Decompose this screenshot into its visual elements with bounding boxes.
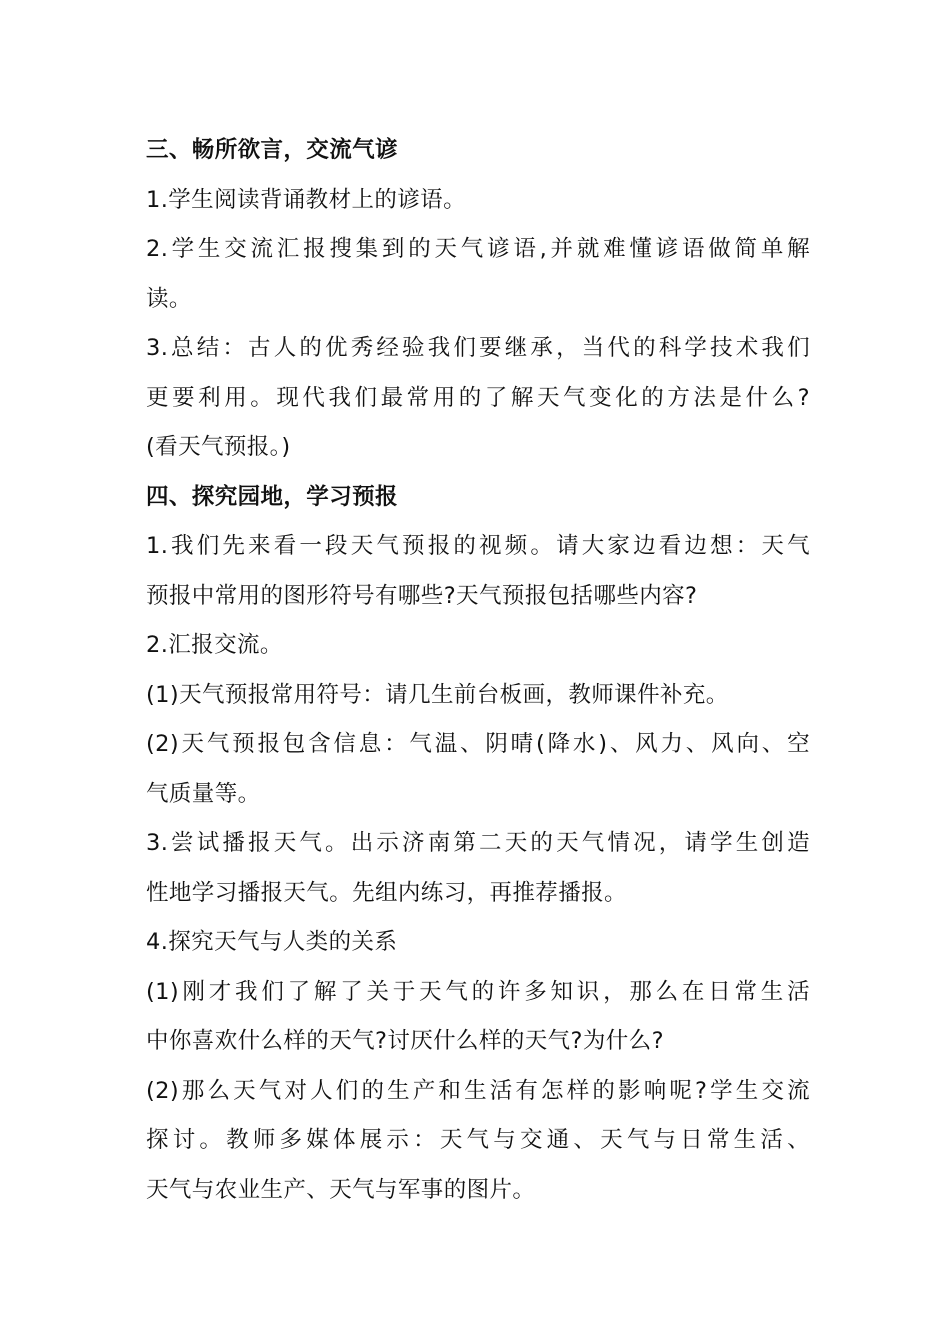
paragraph-line: 1.我们先来看一段天气预报的视频。请大家边看边想：天气	[146, 533, 810, 559]
section-heading-3: 三、畅所欲言，交流气谚	[146, 137, 398, 163]
paragraph-line: (1)刚才我们了解了关于天气的许多知识，那么在日常生活	[146, 978, 810, 1005]
paragraph-line: 气质量等。	[146, 780, 261, 807]
paragraph-line: 2.学生交流汇报搜集到的天气谚语,并就难懂谚语做简单解	[146, 236, 810, 262]
paragraph-line: 2.汇报交流。	[146, 632, 283, 658]
paragraph-line: 1.学生阅读背诵教材上的谚语。	[146, 186, 466, 213]
paragraph-line: 探讨。教师多媒体展示：天气与交通、天气与日常生活、	[146, 1127, 810, 1153]
paragraph-line: (看天气预报。)	[146, 434, 291, 460]
paragraph-line: (2)那么天气对人们的生产和生活有怎样的影响呢?学生交流	[146, 1077, 810, 1104]
section-heading-4: 四、探究园地，学习预报	[146, 483, 398, 510]
paragraph-line: 4.探究天气与人类的关系	[146, 929, 398, 955]
paragraph-line: 3.总结：古人的优秀经验我们要继承，当代的科学技术我们	[146, 335, 810, 361]
paragraph-line: 读。	[146, 285, 192, 312]
paragraph-line: 天气与农业生产、天气与军事的图片。	[146, 1176, 536, 1203]
paragraph-line: 中你喜欢什么样的天气?讨厌什么样的天气?为什么?	[146, 1028, 664, 1054]
document-body	[146, 126, 810, 1215]
paragraph-line: (2)天气预报包含信息：气温、阴晴(降水)、风力、风向、空	[146, 731, 810, 757]
paragraph-line: 性地学习播报天气。先组内练习，再推荐播报。	[146, 879, 627, 906]
paragraph-line: (1)天气预报常用符号：请几生前台板画，教师课件补充。	[146, 681, 729, 708]
paragraph-line: 更要利用。现代我们最常用的了解天气变化的方法是什么?	[146, 384, 810, 411]
paragraph-line: 预报中常用的图形符号有哪些?天气预报包括哪些内容?	[146, 582, 698, 609]
paragraph-line: 3.尝试播报天气。出示济南第二天的天气情况，请学生创造	[146, 830, 810, 856]
